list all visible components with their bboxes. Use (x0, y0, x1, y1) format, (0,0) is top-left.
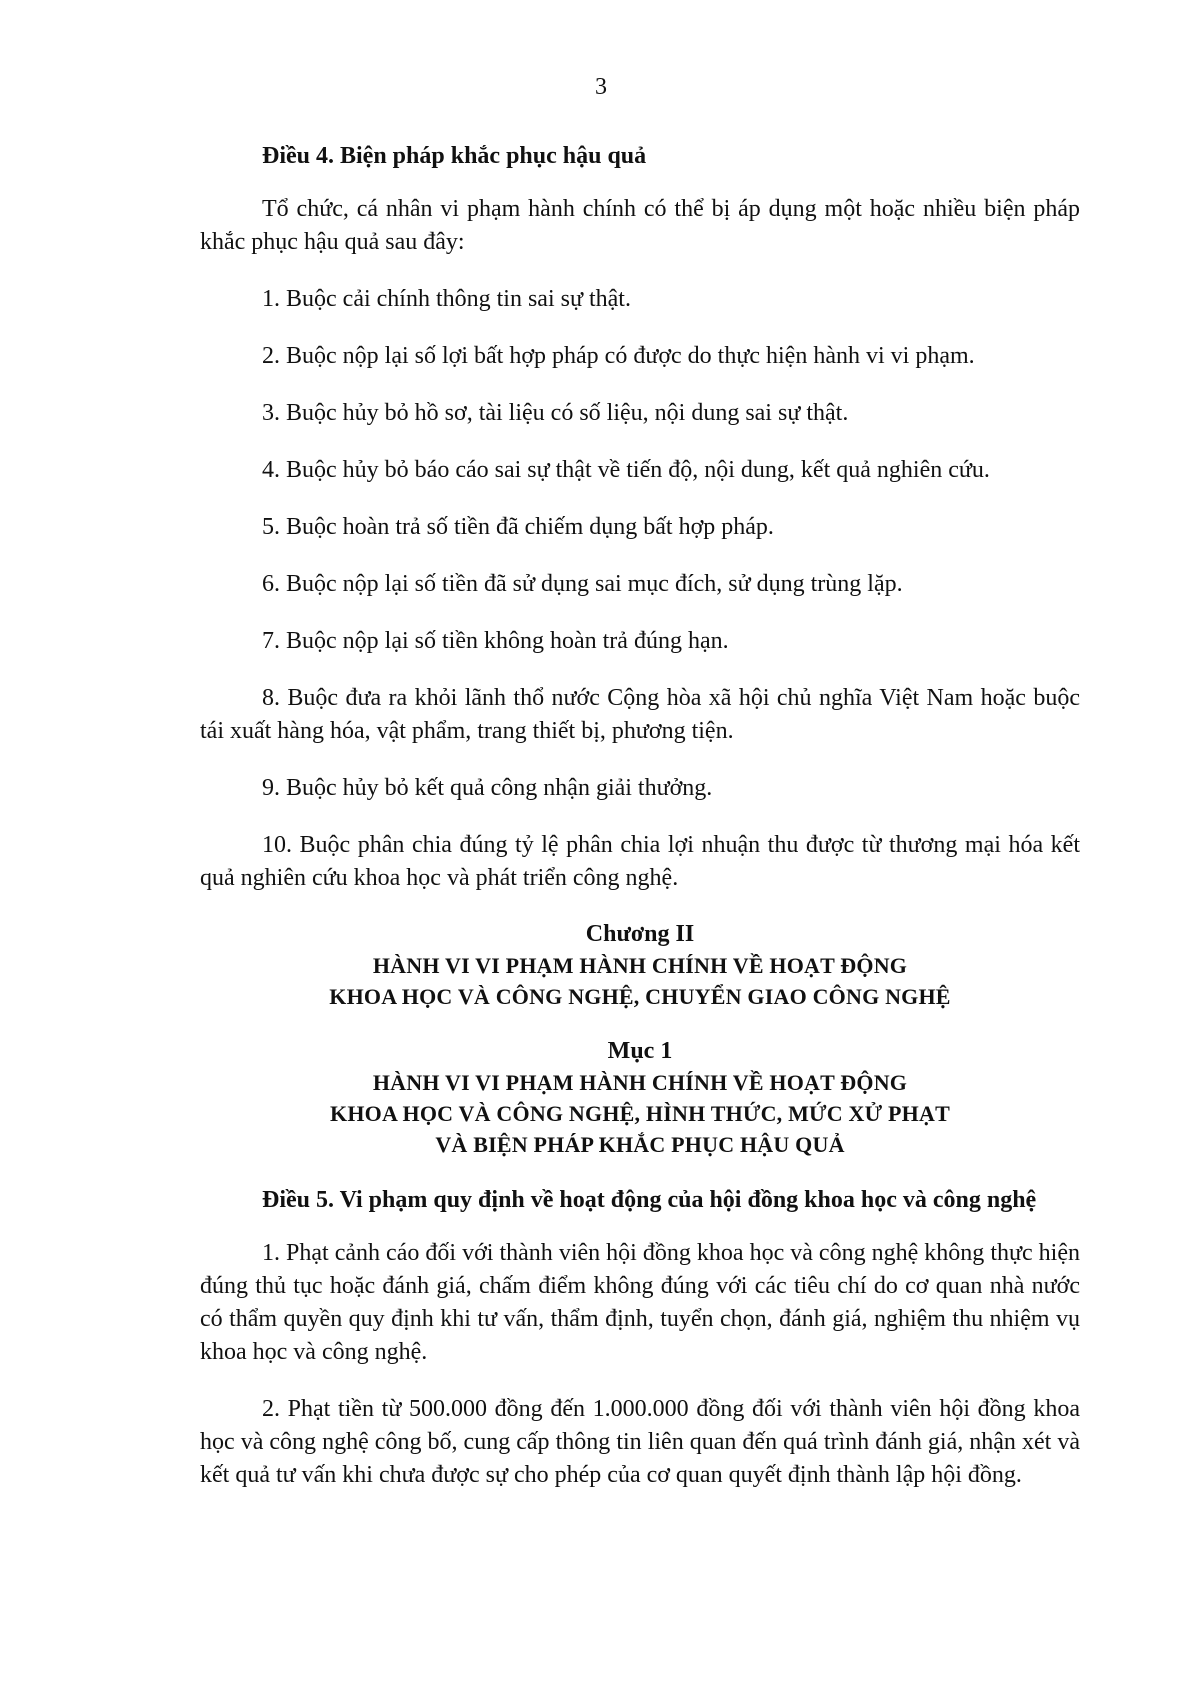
article-4-heading: Điều 4. Biện pháp khắc phục hậu quả (262, 143, 647, 169)
chapter-line-1: HÀNH VI VI PHẠM HÀNH CHÍNH VỀ HOẠT ĐỘNG (372, 953, 908, 978)
article-4-item-4: 4. Buộc hủy bỏ báo cáo sai sự thật về tiến độ, nội dung, kết quả nghiên cứu. (262, 457, 990, 483)
chapter-heading (200, 919, 1080, 1012)
section-title: Mục 1 (607, 1038, 673, 1064)
document-body (200, 140, 1080, 1516)
article-4-item-7: 7. Buộc nộp lại số tiền không hoàn trả đúng hạn. (262, 628, 729, 654)
article-5-heading: Điều 5. Vi phạm quy định về hoạt động của hội đồng khoa học và công nghệ (262, 1187, 1037, 1213)
chapter-line-2: KHOA HỌC VÀ CÔNG NGHỆ, CHUYỂN GIAO CÔNG NGHỆ (329, 984, 951, 1009)
article-4-intro: Tổ chức, cá nhân vi phạm hành chính có thể bị áp dụng một hoặc nhiều biện pháp khắc phục hậu quả sau đây: (200, 196, 1080, 255)
page-number: 3 (595, 74, 607, 100)
article-4-item-10: 10. Buộc phân chia đúng tỷ lệ phân chia lợi nhuận thu được từ thương mại hóa kết quả nghiên cứu khoa học và phát triển công nghệ. (200, 832, 1080, 891)
section-line-3: VÀ BIỆN PHÁP KHẮC PHỤC HẬU QUẢ (435, 1132, 845, 1157)
section-line-2: KHOA HỌC VÀ CÔNG NGHỆ, HÌNH THỨC, MỨC XỬ PHẠT (330, 1101, 950, 1126)
article-5-item-1: 1. Phạt cảnh cáo đối với thành viên hội đồng khoa học và công nghệ không thực hiện đúng thủ tục hoặc đánh giá, chấm điểm không đúng với các tiêu chí do cơ quan nhà nước có thẩm quyền quy định khi tư vấn, thẩm định, tuyển chọn, đánh giá, nghiệm thu nhiệm vụ khoa học và công nghệ. (200, 1240, 1080, 1365)
article-4-item-1: 1. Buộc cải chính thông tin sai sự thật. (262, 286, 631, 312)
section-heading (200, 1036, 1080, 1160)
article-4-item-6: 6. Buộc nộp lại số tiền đã sử dụng sai mục đích, sử dụng trùng lặp. (262, 571, 903, 597)
article-4-item-5: 5. Buộc hoàn trả số tiền đã chiếm dụng bất hợp pháp. (262, 514, 774, 540)
article-4-item-3: 3. Buộc hủy bỏ hồ sơ, tài liệu có số liệu, nội dung sai sự thật. (262, 400, 849, 426)
article-5-item-2: 2. Phạt tiền từ 500.000 đồng đến 1.000.000 đồng đối với thành viên hội đồng khoa học và công nghệ công bố, cung cấp thông tin liên quan đến quá trình đánh giá, nhận xét và kết quả tư vấn khi chưa được sự cho phép của cơ quan quyết định thành lập hội đồng. (200, 1396, 1080, 1488)
article-4-item-8: 8. Buộc đưa ra khỏi lãnh thổ nước Cộng hòa xã hội chủ nghĩa Việt Nam hoặc buộc tái xuất hàng hóa, vật phẩm, trang thiết bị, phương tiện. (200, 685, 1080, 744)
article-4-item-9: 9. Buộc hủy bỏ kết quả công nhận giải thưởng. (262, 775, 713, 801)
chapter-title: Chương II (585, 921, 695, 947)
section-line-1: HÀNH VI VI PHẠM HÀNH CHÍNH VỀ HOẠT ĐỘNG (372, 1070, 908, 1095)
article-4-item-2: 2. Buộc nộp lại số lợi bất hợp pháp có được do thực hiện hành vi vi phạm. (262, 343, 975, 369)
